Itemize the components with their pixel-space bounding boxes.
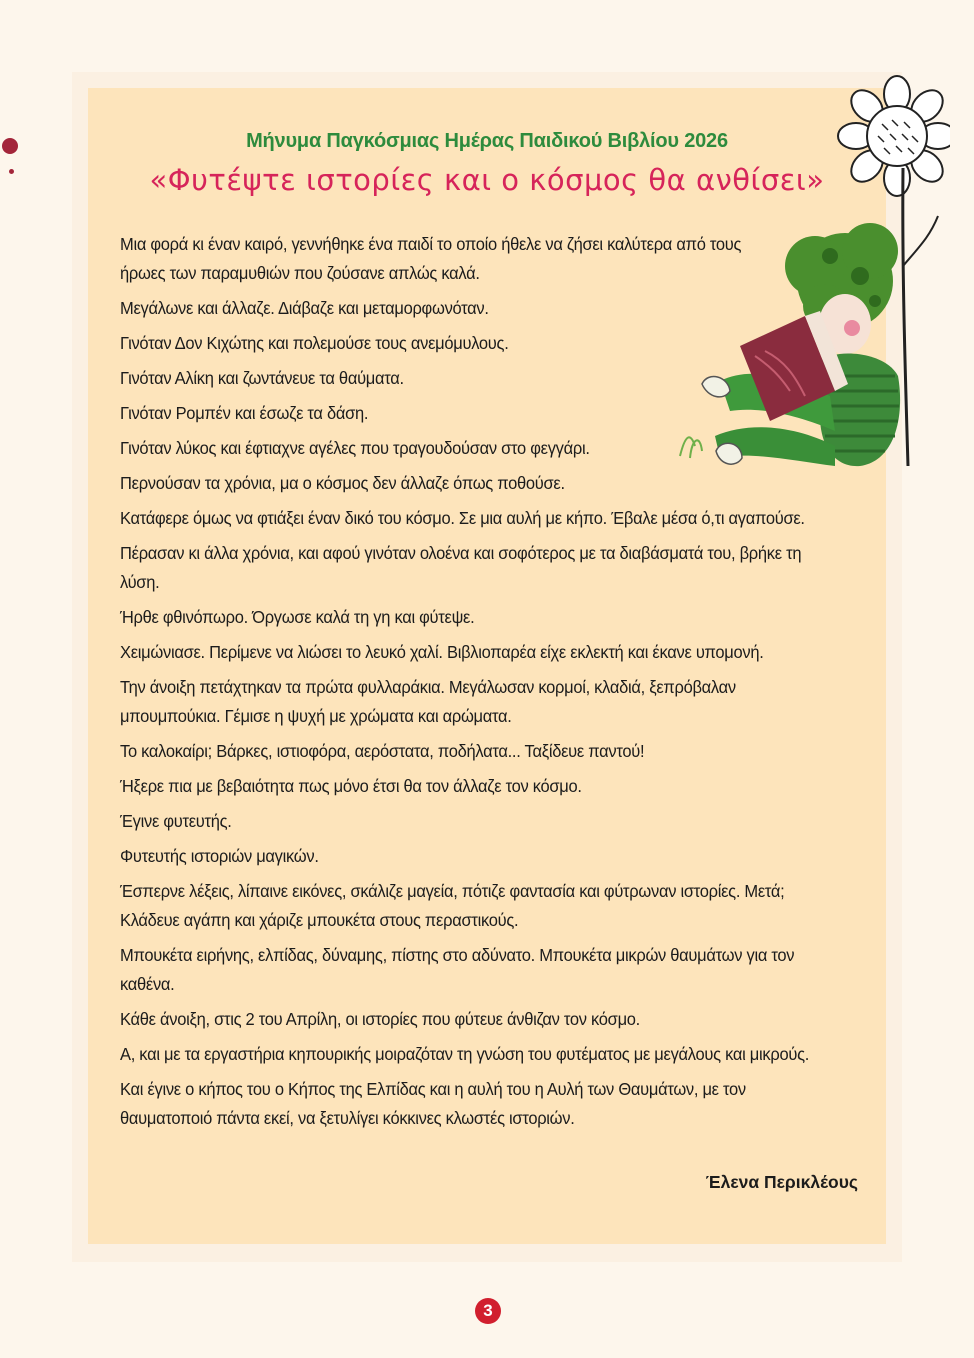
paragraph: Περνούσαν τα χρόνια, μα ο κόσμος δεν άλλαζε όπως ποθούσε. — [120, 473, 565, 493]
paragraph: Μπουκέτα ειρήνης, ελπίδας, δύναμης, πίστης στο αδύνατο. Μπουκέτα μικρών θαυμάτων για τον καθένα. — [120, 945, 795, 994]
page-subtitle: «Φυτέψτε ιστορίες και ο κόσμος θα ανθίσει» — [149, 163, 825, 197]
page-number-badge: 3 — [475, 1298, 501, 1324]
paragraph: Α, και με τα εργαστήρια κηπουρικής μοιραζόταν τη γνώση του φυτέματος με μεγάλους και μικρούς. — [120, 1044, 810, 1064]
paragraph: Ήξερε πια με βεβαιότητα πως μόνο έτσι θα τον άλλαζε τον κόσμο. — [120, 776, 582, 796]
author-signature: Έλενα Περικλέους — [705, 1172, 858, 1192]
paragraph: Έσπερνε λέξεις, λίπαινε εικόνες, σκάλιζε μαγεία, πότιζε φαντασία και φύτρωναν ιστορίες. Μετά; Κλάδευε αγάπη και χάριζε μπουκέτα στους περαστικούς. — [120, 881, 785, 930]
paragraph: Χειμώνιασε. Περίμενε να λιώσει το λευκό χαλί. Βιβλιοπαρέα είχε εκλεκτή και έκανε υπομονή. — [120, 642, 764, 662]
paragraph: Πέρασαν κι άλλα χρόνια, και αφού γινόταν ολοένα και σοφότερος με τα διαβάσματά του, βρήκε τη λύση. — [120, 543, 802, 592]
page-title: Μήνυμα Παγκόσμιας Ημέρας Παιδικού Βιβλίου 2026 — [246, 130, 728, 152]
ink-blot-decoration — [2, 138, 18, 154]
paragraph: Γινόταν Αλίκη και ζωντάνευε τα θαύματα. — [120, 368, 404, 388]
paragraph: Γινόταν Ρομπέν και έσωζε τα δάση. — [120, 403, 369, 423]
paragraph: Γινόταν λύκος και έφτιαχνε αγέλες που τραγουδούσαν στο φεγγάρι. — [120, 438, 590, 458]
message-body — [120, 230, 835, 1139]
paragraph: Μια φορά κι έναν καιρό, γεννήθηκε ένα παιδί το οποίο ήθελε να ζήσει καλύτερα από τους ήρωες των παραμυθιών που ζούσανε απλώς καλά. — [120, 234, 742, 283]
paragraph: Φυτευτής ιστοριών μαγικών. — [120, 846, 319, 866]
paragraph: Γινόταν Δον Κιχώτης και πολεμούσε τους ανεμόμυλους. — [120, 333, 509, 353]
paragraph: Κάθε άνοιξη, στις 2 του Απρίλη, οι ιστορίες που φύτευε άνθιζαν τον κόσμο. — [120, 1009, 640, 1029]
paragraph: Κατάφερε όμως να φτιάξει έναν δικό του κόσμο. Σε μια αυλή με κήπο. Έβαλε μέσα ό,τι αγαπούσε. — [120, 508, 805, 528]
paragraph: Έγινε φυτευτής. — [120, 811, 232, 831]
ink-dot-decoration — [9, 169, 14, 174]
paragraph: Και έγινε ο κήπος του ο Κήπος της Ελπίδας και η αυλή του η Αυλή των Θαυμάτων, με τον θαυματοποιό πάντα εκεί, να ξετυλίγει κόκκινες κλωστές ιστοριών. — [120, 1079, 746, 1128]
paragraph: Μεγάλωνε και άλλαζε. Διάβαζε και μεταμορφωνόταν. — [120, 298, 489, 318]
paragraph: Το καλοκαίρι; Βάρκες, ιστιοφόρα, αερόστατα, ποδήλατα... Ταξίδευε παντού! — [120, 741, 645, 761]
paragraph: Την άνοιξη πετάχτηκαν τα πρώτα φυλλαράκια. Μεγάλωσαν κορμοί, κλαδιά, ξεπρόβαλαν μπουμπούκια. Γέμισε η ψυχή με χρώματα και αρώματα. — [120, 677, 736, 726]
paragraph: Ήρθε φθινόπωρο. Όργωσε καλά τη γη και φύτεψε. — [120, 607, 475, 627]
